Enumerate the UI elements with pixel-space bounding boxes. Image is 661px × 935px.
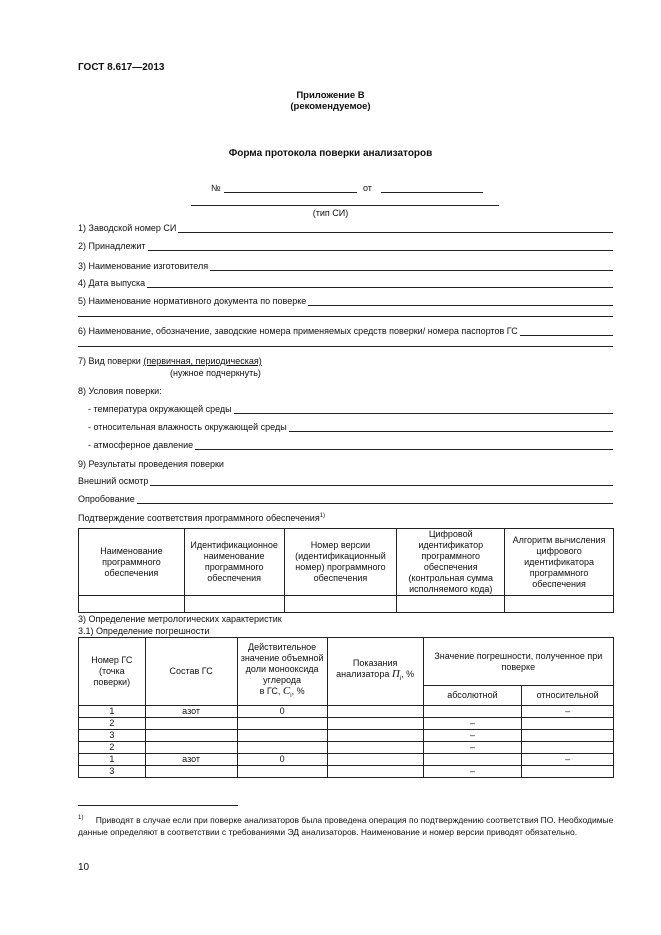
- row-actual-value[interactable]: [237, 730, 327, 742]
- row-gs-number: 3: [79, 730, 146, 742]
- appendix-title: Приложение В: [296, 90, 365, 101]
- serial-number-row: [78, 223, 613, 233]
- row-gs-number: 2: [79, 718, 146, 730]
- row-relative[interactable]: [522, 742, 614, 754]
- sw-cell-id-name[interactable]: [184, 596, 284, 613]
- number-label: №: [211, 183, 221, 193]
- temperature-row: [88, 404, 613, 414]
- row-absolute[interactable]: –: [423, 766, 522, 778]
- row-composition[interactable]: [145, 766, 237, 778]
- err-header-absolute: абсолютной: [423, 686, 522, 706]
- release-date-field[interactable]: [147, 279, 613, 288]
- verification-type-row: [78, 356, 262, 366]
- row-gs-number: 2: [79, 742, 146, 754]
- visual-inspection-row: [78, 476, 613, 486]
- row-composition[interactable]: [145, 730, 237, 742]
- table-row: [79, 730, 614, 742]
- sw-header-name: Наименование программного обеспечения: [79, 529, 185, 596]
- sw-header-digital-id: Цифровой идентификатор программного обеспечения (контрольная сумма исполняемого кода): [397, 529, 505, 596]
- row-actual-value[interactable]: [237, 742, 327, 754]
- serial-number-field[interactable]: [178, 224, 613, 233]
- page-number: 10: [78, 862, 90, 873]
- footnote-mark: 1): [78, 815, 84, 821]
- pressure-field[interactable]: [195, 441, 613, 450]
- normative-doc-field-2[interactable]: [78, 316, 613, 317]
- verification-means-label: 6) Наименование, обозначение, заводские номера применяемых средств поверки/ номера паспортов ГС: [78, 326, 518, 336]
- err-header-reading: Показания анализатора $П_i$, %: [327, 638, 423, 706]
- row-reading[interactable]: [327, 766, 423, 778]
- release-date-label: 4) Дата выпуска: [78, 278, 146, 288]
- table-row: [79, 766, 614, 778]
- row-relative[interactable]: –: [522, 754, 614, 766]
- row-actual-value[interactable]: 0: [237, 754, 327, 766]
- results-label: 9) Результаты проведения поверки: [78, 459, 224, 469]
- row-gs-number: 1: [79, 706, 146, 718]
- error-determination-label: 3.1) Определение погрешности: [78, 626, 210, 636]
- humidity-row: [88, 422, 613, 432]
- normative-doc-label: 5) Наименование нормативного документа по поверке: [78, 296, 307, 306]
- footnote-ref: 1): [319, 513, 326, 519]
- row-gs-number: 3: [79, 766, 146, 778]
- sw-cell-algorithm[interactable]: [505, 596, 614, 613]
- row-composition[interactable]: азот: [145, 754, 237, 766]
- document-code: ГОСТ 8.617—2013: [78, 62, 165, 73]
- sw-cell-digital-id[interactable]: [397, 596, 505, 613]
- footnote-divider: [78, 805, 238, 806]
- row-composition[interactable]: [145, 742, 237, 754]
- software-table: [78, 528, 614, 613]
- pressure-row: [88, 440, 613, 450]
- row-composition[interactable]: азот: [145, 706, 237, 718]
- metrology-section-label: 3) Определение метрологических характеристик: [78, 614, 282, 624]
- err-header-reading-text: Показания анализатора: [336, 658, 398, 680]
- err-header-composition: Состав ГС: [145, 638, 237, 706]
- date-field[interactable]: [381, 192, 483, 193]
- normative-doc-row: [78, 296, 613, 306]
- manufacturer-row: [78, 261, 613, 271]
- err-header-actual-unit-pre: в ГС,: [259, 685, 281, 696]
- temperature-label: - температура окружающей среды: [88, 404, 232, 414]
- si-type-field[interactable]: [191, 205, 499, 206]
- table-row: [79, 706, 614, 718]
- verification-type-note: (нужное подчеркнуть): [170, 368, 261, 378]
- pressure-label: - атмосферное давление: [88, 440, 194, 450]
- table-row: [79, 754, 614, 766]
- sw-cell-version[interactable]: [284, 596, 397, 613]
- manufacturer-label: 3) Наименование изготовителя: [78, 261, 209, 271]
- sw-cell-name[interactable]: [79, 596, 185, 613]
- err-header-gs: Номер ГС (точка поверки): [79, 638, 146, 706]
- serial-number-label: 1) Заводской номер СИ: [78, 223, 177, 233]
- err-header-actual-unit: , %: [291, 685, 305, 696]
- sw-header-algorithm: Алгоритм вычисления цифрового идентификатора программного обеспечения: [505, 529, 614, 596]
- err-header-actual-text: Действительное значение объемной доли монооксида углерода: [240, 641, 324, 685]
- err-header-actual-symbol: C: [282, 684, 291, 697]
- testing-field[interactable]: [137, 495, 613, 504]
- verification-type-label: 7) Вид поверки: [78, 356, 144, 366]
- err-header-error: Значение погрешности, полученное при поверке: [423, 638, 613, 686]
- footnote: [78, 812, 614, 838]
- row-reading[interactable]: [327, 742, 423, 754]
- si-type-label: (тип СИ): [312, 208, 349, 218]
- err-header-relative: относительной: [522, 686, 614, 706]
- visual-inspection-label: Внешний осмотр: [78, 476, 149, 486]
- row-absolute[interactable]: –: [423, 742, 522, 754]
- row-relative[interactable]: –: [522, 706, 614, 718]
- verification-means-field[interactable]: [520, 327, 613, 336]
- row-absolute[interactable]: [423, 706, 522, 718]
- humidity-field[interactable]: [289, 423, 613, 432]
- error-table: [78, 637, 614, 778]
- row-gs-number: 1: [79, 754, 146, 766]
- testing-row: [78, 494, 613, 504]
- visual-inspection-field[interactable]: [150, 477, 613, 486]
- row-reading[interactable]: [327, 754, 423, 766]
- err-header-reading-unit: , %: [401, 669, 415, 680]
- verification-means-field-2[interactable]: [78, 346, 613, 347]
- row-absolute[interactable]: [423, 754, 522, 766]
- row-reading[interactable]: [327, 706, 423, 718]
- row-relative[interactable]: [522, 766, 614, 778]
- row-actual-value[interactable]: [237, 718, 327, 730]
- err-header-actual-value: Действительное значение объемной доли монооксида углерода в ГС, $C_i$, %: [237, 638, 327, 706]
- testing-label: Опробование: [78, 494, 135, 504]
- humidity-label: - относительная влажность окружающей среды: [88, 422, 287, 432]
- verification-means-row: [78, 326, 613, 336]
- row-composition[interactable]: [145, 718, 237, 730]
- release-date-row: [78, 278, 613, 288]
- err-header-reading-symbol: П: [391, 668, 400, 681]
- row-relative[interactable]: [522, 718, 614, 730]
- row-relative[interactable]: [522, 730, 614, 742]
- form-title: Форма протокола поверки анализаторов: [228, 148, 433, 159]
- software-confirmation-label: [78, 513, 325, 523]
- footnote-text: Приводят в случае если при поверке анализаторов была проведена операция по подтверждению соответствия ПО. Необходимые данные определяют в соответствии с требованиями ЭД анализаторов. Наименование и номер версии приводят обязательно.: [78, 814, 614, 837]
- number-field[interactable]: [224, 192, 357, 193]
- row-absolute[interactable]: –: [423, 718, 522, 730]
- sw-header-version: Номер версии (идентификационный номер) программного обеспечения: [284, 529, 397, 596]
- row-reading[interactable]: [327, 730, 423, 742]
- temperature-field[interactable]: [234, 405, 613, 414]
- software-confirmation-text: Подтверждение соответствия программного обеспечения: [78, 513, 320, 523]
- verification-type-options[interactable]: (первичная, периодическая): [143, 356, 262, 366]
- table-row: [79, 718, 614, 730]
- sw-header-id-name: Идентификационное наименование программного обеспечения: [184, 529, 284, 596]
- row-actual-value[interactable]: [237, 766, 327, 778]
- normative-doc-field[interactable]: [308, 297, 613, 306]
- conditions-label: 8) Условия поверки:: [78, 386, 162, 396]
- manufacturer-field[interactable]: [210, 262, 613, 271]
- appendix-subtitle: (рекомендуемое): [290, 101, 371, 112]
- owner-label: 2) Принадлежит: [78, 241, 146, 251]
- date-from-label: от: [363, 183, 372, 193]
- owner-field[interactable]: [148, 242, 613, 251]
- row-absolute[interactable]: –: [423, 730, 522, 742]
- owner-row: [78, 241, 613, 251]
- row-reading[interactable]: [327, 718, 423, 730]
- row-actual-value[interactable]: 0: [237, 706, 327, 718]
- table-row: [79, 742, 614, 754]
